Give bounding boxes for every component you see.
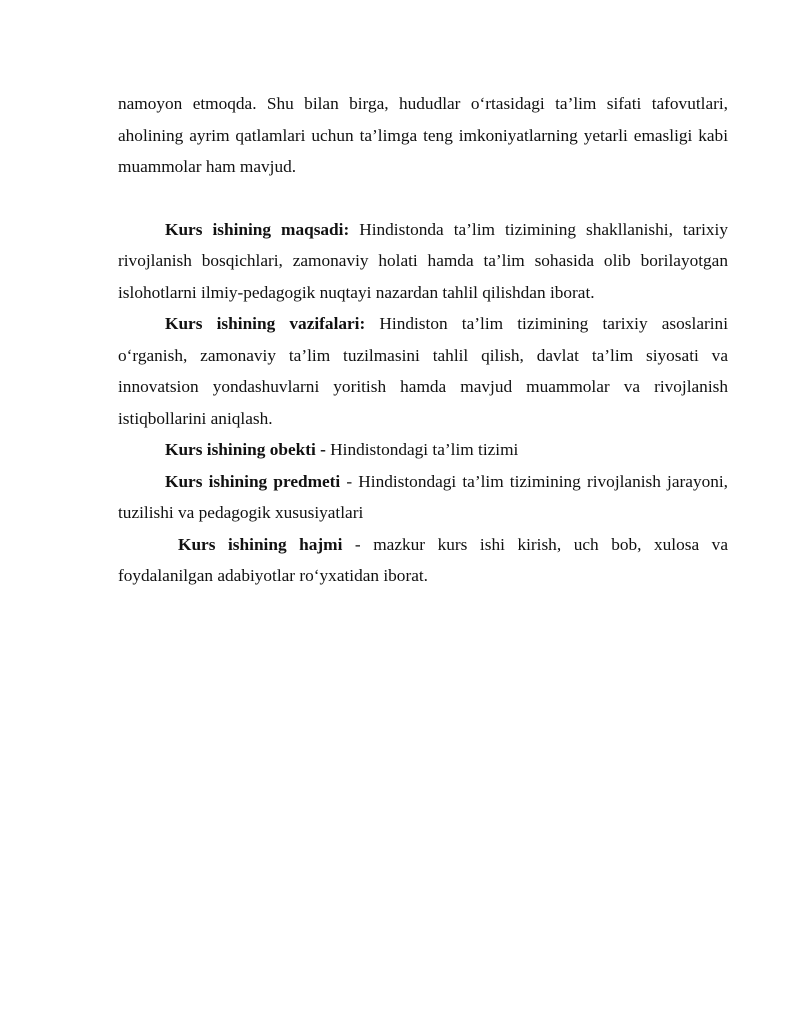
section-subject-label: Kurs ishining predmeti — [165, 471, 341, 491]
section-tasks — [118, 308, 728, 434]
section-volume-label: Kurs ishining hajmi — [178, 534, 343, 554]
section-object-text: Hindistondagi ta’lim tizimi — [325, 440, 519, 459]
intro-paragraph: namoyon etmoqda. Shu bilan birga, hududlar o‘rtasidagi ta’lim sifati tafovutlari, aholining ayrim qatlamlari uchun ta’limga teng imkoniyatlarning yetarli emasligi kabi muammolar ham mavjud. — [118, 94, 728, 176]
section-subject-text: - Hindistondagi ta’lim tizimining rivojlanish jarayoni, tuzilishi va pedagogik xususiyatlari — [118, 471, 728, 522]
section-volume-text: - mazkur kurs ishi kirish, uch bob, xulosa va foydalanilgan adabiyotlar ro‘yxatidan iborat. — [118, 534, 728, 585]
document-page — [118, 88, 728, 592]
section-tasks-label: Kurs ishining vazifalari: — [165, 314, 366, 333]
section-subject — [118, 466, 728, 529]
section-tasks-text: Hindiston ta’lim tizimining tarixiy asoslarini o‘rganish, zamonaviy ta’lim tuzilmasini tahlil qilish, davlat ta’lim siyosati va innovatsion yondashuvlarni yoritish hamda mavjud muammolar va rivojlanish istiqbollarini aniqlash. — [118, 314, 728, 428]
section-goal — [118, 214, 728, 309]
section-volume — [118, 529, 728, 592]
section-object — [118, 434, 728, 466]
section-goal-label: Kurs ishining maqsadi: — [165, 219, 350, 239]
section-goal-text: Hindistonda ta’lim tizimining shakllanishi, tarixiy rivojlanish bosqichlari, zamonaviy holati hamda ta’lim sohasida olib borilayotgan islohotlarni ilmiy-pedagogik nuqtayi nazardan tahlil qilishdan iborat. — [118, 219, 729, 302]
section-object-label: Kurs ishining obekti - — [165, 440, 326, 459]
